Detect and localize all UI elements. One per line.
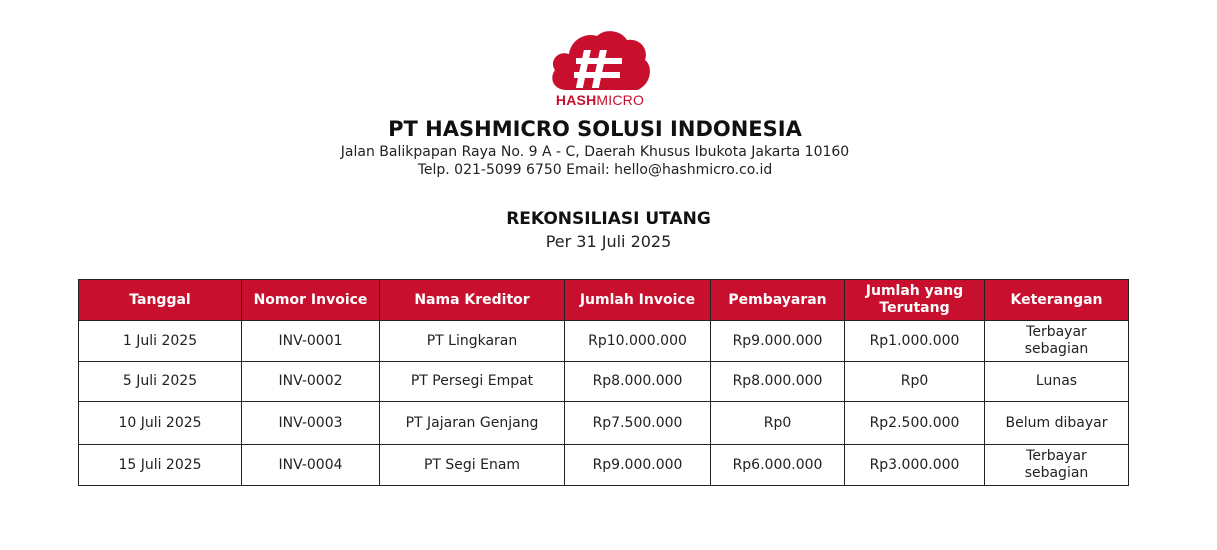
- cell-keterangan: [985, 362, 1129, 402]
- document-subtitle: Per 31 Juli 2025: [545, 232, 672, 251]
- cell-keterangan-text: Terbayar sebagian: [1024, 324, 1089, 357]
- header-nomor-invoice: Nomor Invoice: [242, 280, 380, 321]
- table-row: [79, 402, 1129, 445]
- cell-nama-kreditor: PT Lingkaran: [380, 321, 565, 362]
- cell-keterangan-text: Belum dibayar: [1005, 414, 1108, 431]
- header-tanggal: Tanggal: [79, 280, 242, 321]
- cell-nomor-invoice: INV-0004: [242, 445, 380, 486]
- cell-keterangan-text: Terbayar sebagian: [1024, 448, 1089, 481]
- table-header-row: [79, 280, 1129, 321]
- cell-jumlah-terutang: Rp3.000.000: [845, 445, 985, 486]
- cell-nomor-invoice: INV-0003: [242, 402, 380, 445]
- cell-nomor-invoice: INV-0002: [242, 362, 380, 402]
- cell-jumlah-invoice: Rp10.000.000: [565, 321, 711, 362]
- header-nama-kreditor: Nama Kreditor: [380, 280, 565, 321]
- header-jumlah-invoice: Jumlah Invoice: [565, 280, 711, 321]
- table-row: [79, 321, 1129, 362]
- brand-name-hash: HASH: [555, 92, 597, 108]
- cell-pembayaran: Rp0: [711, 402, 845, 445]
- table-row: [79, 445, 1129, 486]
- cell-nomor-invoice: INV-0001: [242, 321, 380, 362]
- cell-pembayaran: Rp6.000.000: [711, 445, 845, 486]
- reconciliation-table: [78, 279, 1129, 486]
- company-contact: Telp. 021-5099 6750 Email: hello@hashmicro.co.id: [417, 162, 773, 178]
- cell-tanggal: 5 Juli 2025: [79, 362, 242, 402]
- cell-jumlah-terutang: Rp0: [845, 362, 985, 402]
- document-title: REKONSILIASI UTANG: [506, 209, 711, 229]
- cell-tanggal: 10 Juli 2025: [79, 402, 242, 445]
- brand-name-micro: MICRO: [596, 92, 645, 108]
- company-logo: [545, 26, 655, 110]
- cell-pembayaran: Rp9.000.000: [711, 321, 845, 362]
- brand-name: [545, 92, 655, 108]
- header-keterangan: Keterangan: [985, 280, 1129, 321]
- company-name: PT HASHMICRO SOLUSI INDONESIA: [388, 117, 802, 141]
- cell-nama-kreditor: PT Jajaran Genjang: [380, 402, 565, 445]
- cell-nama-kreditor: PT Persegi Empat: [380, 362, 565, 402]
- cell-jumlah-terutang: Rp2.500.000: [845, 402, 985, 445]
- cell-keterangan: [985, 321, 1129, 362]
- header-jumlah-terutang: [845, 280, 985, 321]
- cell-nama-kreditor: PT Segi Enam: [380, 445, 565, 486]
- cell-tanggal: 15 Juli 2025: [79, 445, 242, 486]
- cell-tanggal: 1 Juli 2025: [79, 321, 242, 362]
- cell-jumlah-invoice: Rp9.000.000: [565, 445, 711, 486]
- header-jumlah-terutang-label: Jumlah yang Terutang: [865, 283, 964, 316]
- cell-jumlah-invoice: Rp8.000.000: [565, 362, 711, 402]
- cell-keterangan-text: Lunas: [1035, 373, 1078, 389]
- cell-jumlah-invoice: Rp7.500.000: [565, 402, 711, 445]
- cell-jumlah-terutang: Rp1.000.000: [845, 321, 985, 362]
- header-pembayaran: Pembayaran: [711, 280, 845, 321]
- cell-keterangan: [985, 402, 1129, 445]
- company-address: Jalan Balikpapan Raya No. 9 A - C, Daerah Khusus Ibukota Jakarta 10160: [340, 144, 850, 160]
- cell-pembayaran: Rp8.000.000: [711, 362, 845, 402]
- cell-keterangan: [985, 445, 1129, 486]
- hashmicro-cloud-logo-icon: [545, 26, 655, 92]
- table-row: [79, 362, 1129, 402]
